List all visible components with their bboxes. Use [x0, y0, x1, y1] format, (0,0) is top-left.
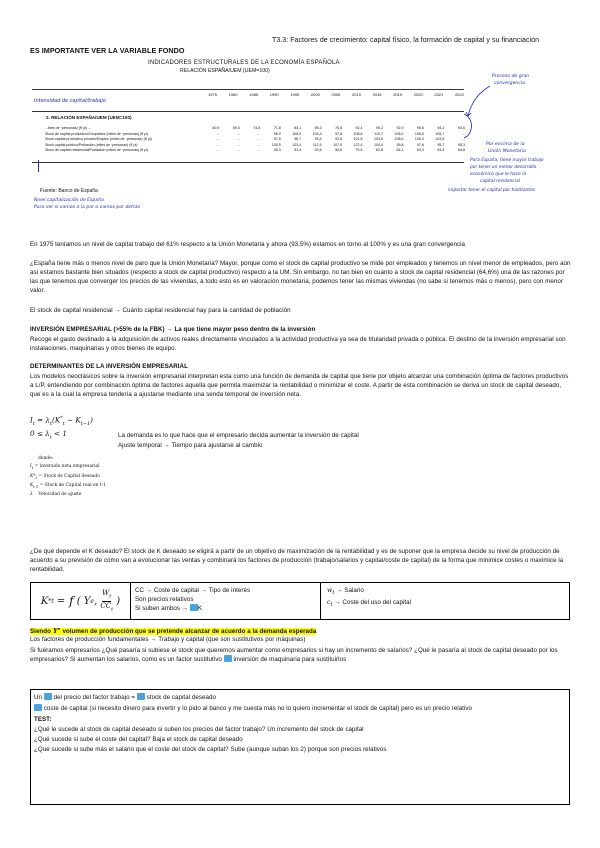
table-cell: 60,9: [212, 126, 220, 130]
heading-business-investment: INVERSIÓN EMPRESARIAL (>55% de la FBK) → La que tiene mayor peso dentro de la inversión: [30, 326, 316, 333]
table-cell: ...: [257, 148, 261, 153]
test-line-1b: del precio del factor trabajo =: [53, 694, 136, 701]
table-cell: 64,3: [416, 148, 424, 153]
table-cell: 105,7: [435, 131, 445, 136]
legend-row-speed: λ Velocidad de ajuste: [30, 492, 82, 498]
table-cell: ...: [216, 142, 220, 147]
year-header: 1975: [208, 92, 217, 97]
years-header: [208, 92, 464, 97]
arrow-up-icon: [34, 704, 42, 711]
table-cell: 101,6: [353, 137, 363, 142]
table-cell: ...: [462, 131, 465, 136]
paragraph-question: [30, 646, 570, 664]
table-cell: 64,5: [437, 148, 445, 153]
paragraph-convergence: En 1975 teníamos un nivel de capital trabajo del 61% respecto a la Unión Monetaria y ahora (93,5%) estamos en torno al 100% y es una gran convergencia: [30, 241, 466, 248]
legend-label: donde:: [38, 456, 54, 461]
table-cell: 59,6: [335, 148, 343, 153]
table-cell: ...: [257, 142, 261, 147]
table-cell: 112,5: [312, 142, 322, 147]
table-cell: 95,7: [437, 142, 445, 147]
table-cell: 92,4: [355, 126, 363, 130]
indicators-table: [44, 126, 466, 154]
test-line-2: [34, 704, 566, 713]
table-cell: 110,7: [374, 131, 383, 136]
wage-text: → Salario: [336, 587, 364, 594]
table-cell: 123,4: [292, 142, 302, 147]
table-cell: 103,5: [374, 137, 383, 142]
table-cell: 92,9: [396, 126, 404, 130]
formula-k-star: K * t = f ( Y e , $W_t$ $CC_t$ ): [31, 583, 131, 619]
paragraph-business-investment: Recoge el gasto destinado a la adquisición de activos reales directamente vinculados a la actividad productiva ya sea de titularidad privada o pública. El destino de la inversión empresarial son instalaciones, maquinarias y otros bienes de equipo.: [30, 336, 566, 352]
table-cell: 95,8: [396, 142, 404, 147]
paragraph-desired-k: ¿De qué depende el K deseado? El stock de K deseado se eligirá a partir de un objetivo de maximización de la rentabilidad y es de suponer que la empresa decide su nivel de producción de acuerdo a su previsión de cómo van a evolucionar las ventas y combinará los factores de producción (trabajo/salarios y capital/coste de capital) de la forma que minimice costes o maximice la rentabilidad.: [30, 548, 564, 573]
year-header: 1995: [290, 92, 300, 97]
highlight-prefix: Siendo: [30, 628, 51, 636]
row-label: Stock de capital productivo/Ocupados (miles de ·personas) (€ pl): [45, 131, 149, 136]
table-cell: ...: [216, 148, 220, 153]
table-cell: 64,6: [458, 148, 465, 153]
table-cell: 70,5: [355, 148, 363, 153]
cost-of-capital-line: CC → Coste de capital → Tipo de interés: [135, 587, 251, 594]
table-cell: 95,6: [416, 126, 424, 130]
row-label: Stock capital público/Población (miles de ·personas) (€ pl): [45, 142, 138, 147]
table-cell: 106,0: [414, 131, 424, 136]
table-cell: 71,8: [273, 126, 281, 130]
test-box: [30, 689, 570, 805]
table-cell: 48,3: [273, 148, 281, 153]
year-header: 2005: [331, 92, 341, 97]
arrow-up-icon: [44, 693, 52, 700]
table-cell: 97,5: [273, 137, 281, 142]
table-cell: 105,3: [414, 137, 424, 142]
demand-note: La demanda es lo que hace que el empresario decida aumentar la inversión de capital: [118, 432, 359, 439]
formula-cost-notes: [131, 583, 321, 619]
legend-row-investment: $I_t$ = inversión neta empresarial: [30, 464, 100, 471]
bracket-left: [38, 160, 44, 172]
table-cell: 53,6: [314, 148, 322, 153]
year-header: 2010: [352, 92, 361, 97]
table-cell: 107,0: [333, 142, 343, 147]
table-cell: ...: [216, 131, 220, 136]
year-header: 2000: [310, 92, 320, 97]
question-text: Si fuéramos empresarios ¿Qué pasaría si subiese el stock que queremos aumentar como empresarios si hay un incremento de salarios? ¿Qué le pasaría al stock de capital deseado por los empresarios? Si aumentan los salarios, como es un factor sustitutivo: [30, 647, 558, 663]
table-cell: ...: [216, 137, 220, 142]
table-cell: ...: [236, 137, 240, 142]
table-cell: ...: [462, 137, 465, 142]
legend-desired: = Stock de Capital deseado: [38, 473, 100, 479]
table-cell: 108,8: [353, 131, 363, 136]
year-header: 1990: [269, 92, 279, 97]
table-rule-bottom: [32, 162, 464, 163]
annotation-spain-2: por tener un menor desarrollo: [470, 165, 537, 170]
figure-subtitle: RELACIÓN ESPAÑA/UEM (UEM=100): [180, 68, 270, 74]
year-header: 2021: [434, 92, 444, 97]
test-line-1c: stock de capital deseado: [146, 694, 216, 701]
table-cell: 94,2: [437, 126, 445, 130]
table-cell: 93,6: [458, 126, 465, 130]
annotation-convergence-1: Proceso de gran: [492, 74, 530, 79]
wage-line: $w_t$ → Salario: [327, 587, 364, 597]
annotation-spain-4: capital residencial: [480, 179, 520, 184]
equation-line-1: $I_t = \lambda_t(K^*_t - K_{t-1})$: [30, 415, 93, 427]
legend-speed: Velocidad de ajuste: [38, 492, 82, 498]
capital-use-text: → Coste del uso del capital: [334, 599, 412, 607]
legend-row-desired: $K*_t$ = Stock de Capital deseado: [30, 473, 100, 480]
topic-title: T3.3: Factores de crecimiento: capital físico, la formación de capital y su financiación: [272, 37, 540, 44]
table-cell: 95,3: [458, 142, 465, 147]
paragraph-residential: El stock de capital residencial → Cuánto capital residencial hay para la cantidad de población: [30, 307, 291, 314]
annotation-spain-3: económico que le hace la: [470, 172, 527, 177]
capital-use-line: $c_t$ → Coste del uso del capital: [327, 599, 412, 609]
table-cell: 93,4: [314, 137, 322, 142]
table-cell: 98,0: [273, 131, 281, 136]
paragraph-factors: Los factores de producción fundamentales → Trabajo y capital (que son sustitutivos por máquinas): [30, 636, 306, 643]
highlight-text: volumen de producción que se pretende alcanzar de acuerdo a la demanda esperada: [62, 628, 317, 636]
table-cell: 97,8: [335, 131, 343, 136]
table-cell: 51,4: [294, 148, 302, 153]
formula-variable-notes: [321, 583, 569, 619]
test-line-1: [34, 693, 566, 702]
row-label: ...bles de ·personas) (€ pl) ...: [45, 126, 91, 130]
table-cell: 93,8: [335, 137, 343, 142]
annotation-spain-5: importar tener el capital por habitantes: [448, 188, 536, 193]
table-rule-mid: [32, 111, 464, 112]
table-section-label: 2. RELACIÓN ESPAÑA/UEM (UEM=100): [46, 115, 132, 120]
table-cell: 108,6: [394, 137, 404, 142]
year-header: 2022: [454, 92, 464, 97]
annotation-above-1: Por encima de la: [486, 142, 525, 147]
table-cell: 69,3: [232, 126, 240, 130]
year-header: 2015: [372, 92, 382, 97]
legend-real: = Stock de Capital real en t-1: [39, 482, 106, 488]
table-cell: ...: [236, 131, 240, 136]
test-line-2-text: coste de capital (si necesito dinero para invertir y lo pido al banco y me cuesta más no lo quiero incrementar el stock de capital) pero es un precio relativo: [43, 705, 472, 712]
annotation-arrows: [450, 78, 530, 158]
table-cell: 105,5: [271, 142, 281, 147]
row-label: Stock capital productivo privado/Empleo (miles de ·personas) (€ pl): [45, 137, 152, 142]
legend-row-real: $K_{t-1}$ = Stock de Capital real en t-1: [30, 482, 106, 489]
figure-source: Fuente: Banco de España: [40, 188, 98, 194]
table-cell: 74,8: [253, 126, 261, 130]
arrow-up-icon: [224, 655, 232, 662]
table-cell: 103,8: [435, 137, 445, 142]
table-cell: 89,3: [314, 126, 322, 130]
year-header: 2020: [413, 92, 423, 97]
formula-box: [30, 582, 570, 620]
paragraph-unemployment: ¿España tiene más o menos nivel de paro que la Unión Monetaria? Mayor, porque como el stock de capital productivo se mide por empleados y tenemos un nivel menor de empleados, pero aún así estamos bastante bien situados (respecto a stock de capital productivo) respecto a la UM. Sin embargo, no tan bien en cuanto a stock de capital residencial (64,6%) una de las razones por las que tenemos que converger los precios de las viviendas, a todo esto es en valoración monetaria, podemos tener las mismas viviendas (no sabe si tenemos más o menos), pero con menor valor.: [30, 260, 571, 294]
test-label: TEST:: [34, 716, 52, 723]
table-cell: 76,8: [335, 126, 343, 130]
table-row: [44, 148, 466, 154]
annotation-spain-1: Para España, tiene mayor trabajo: [470, 158, 544, 163]
adjustment-note: Ajuste temporal → Tiempo para ajustarse al cambio: [118, 442, 263, 449]
test-question-1: ¿Qué le sucede al stock de capital deseado si suben los precios del factor trabajo? Un incremento del stock de capital: [34, 726, 364, 733]
table-cell: 64,1: [396, 148, 404, 153]
table-cell: ...: [257, 131, 261, 136]
table-cell: 96,7: [294, 137, 302, 142]
year-header: 2019: [393, 92, 403, 97]
table-cell: 108,9: [292, 131, 302, 136]
annotation-level-1: Nivel capitalización de España: [34, 198, 104, 203]
test-question-2: ¿Qué sucede si sube el coste del capital? Baja el stock de capital deseado: [34, 736, 243, 743]
relative-prices-line: Son precios relativos: [135, 596, 194, 603]
table-cell: 104,4: [374, 142, 383, 147]
indicators-figure: [30, 58, 570, 240]
heading-determinants: DETERMINANTES DE LA INVERSIÓN EMPRESARIAL: [30, 363, 188, 370]
row-label: Stock de capital residencial/Población (miles de ·personas) (€ pl): [45, 148, 149, 153]
year-header: 1985: [249, 92, 259, 97]
annotation-level-2: Para ver si vamos a la par o vamos por detrás: [34, 205, 141, 210]
paragraph-determinants: Los modelos neoclásicos sobre la inversión empresarial interpretan esta como una función de demanda de capital que tiene por objeto alcanzar una combinación óptima de factores productivos a L/P, entendiendo por combinación óptima de factores aquella que permita maximizar la rentabilidad o minimizar el coste. A partir de esta combinación se deriva un stock de capital deseado, que es a la cual la empresa tendería a ajustarse mediante una senda temporal de inversión neta.: [30, 373, 569, 398]
equation-legend: [30, 455, 106, 500]
table-cell: ...: [257, 137, 261, 142]
annotation-above-2: Unión Monetaria: [488, 149, 526, 154]
table-cell: 62,8: [376, 148, 383, 153]
both-rise-k: K: [197, 605, 203, 612]
question-end: inversión de maquinaria para sustituirlos: [233, 656, 347, 663]
test-line-1a: Un: [34, 694, 43, 701]
both-rise-line: [135, 604, 316, 613]
annotation-intensity: Intensidad de capital/trabajo: [34, 98, 106, 104]
legend-investment: = inversión neta empresarial: [34, 464, 100, 470]
table-cell: 104,4: [312, 131, 322, 136]
table-cell: 83,1: [294, 126, 302, 130]
table-cell: 95,2: [376, 126, 383, 130]
table-cell: 108,0: [394, 131, 404, 136]
arrow-up-icon: [190, 604, 198, 611]
table-cell: 97,8: [416, 142, 424, 147]
table-cell: 122,4: [353, 142, 363, 147]
arrow-up-icon: [137, 693, 145, 700]
both-rise-text: Si suben ambos →: [135, 605, 189, 612]
table-cell: ...: [236, 142, 240, 147]
figure-title: INDICADORES ESTRUCTURALES DE LA ECONOMÍA ESPAÑOLA: [148, 60, 340, 66]
year-header: 1980: [228, 92, 238, 97]
annotation-convergence-2: convergencia: [494, 81, 525, 86]
table-cell: ...: [236, 148, 240, 153]
adjustment-equation: [30, 413, 93, 442]
table-rule-top: [32, 89, 464, 90]
section-heading: ES IMPORTANTE VER LA VARIABLE FONDO: [30, 46, 185, 55]
equation-line-2: $0 \le \lambda_t < 1$: [30, 428, 67, 441]
test-question-3: ¿Qué sucede si sube más el salario que el coste del stock de capital? Sube (aunque suban los 2) porque son precios relativos: [34, 746, 387, 753]
highlight-symbol: $Y^e$: [51, 628, 63, 635]
indicator-rows: [44, 126, 466, 154]
